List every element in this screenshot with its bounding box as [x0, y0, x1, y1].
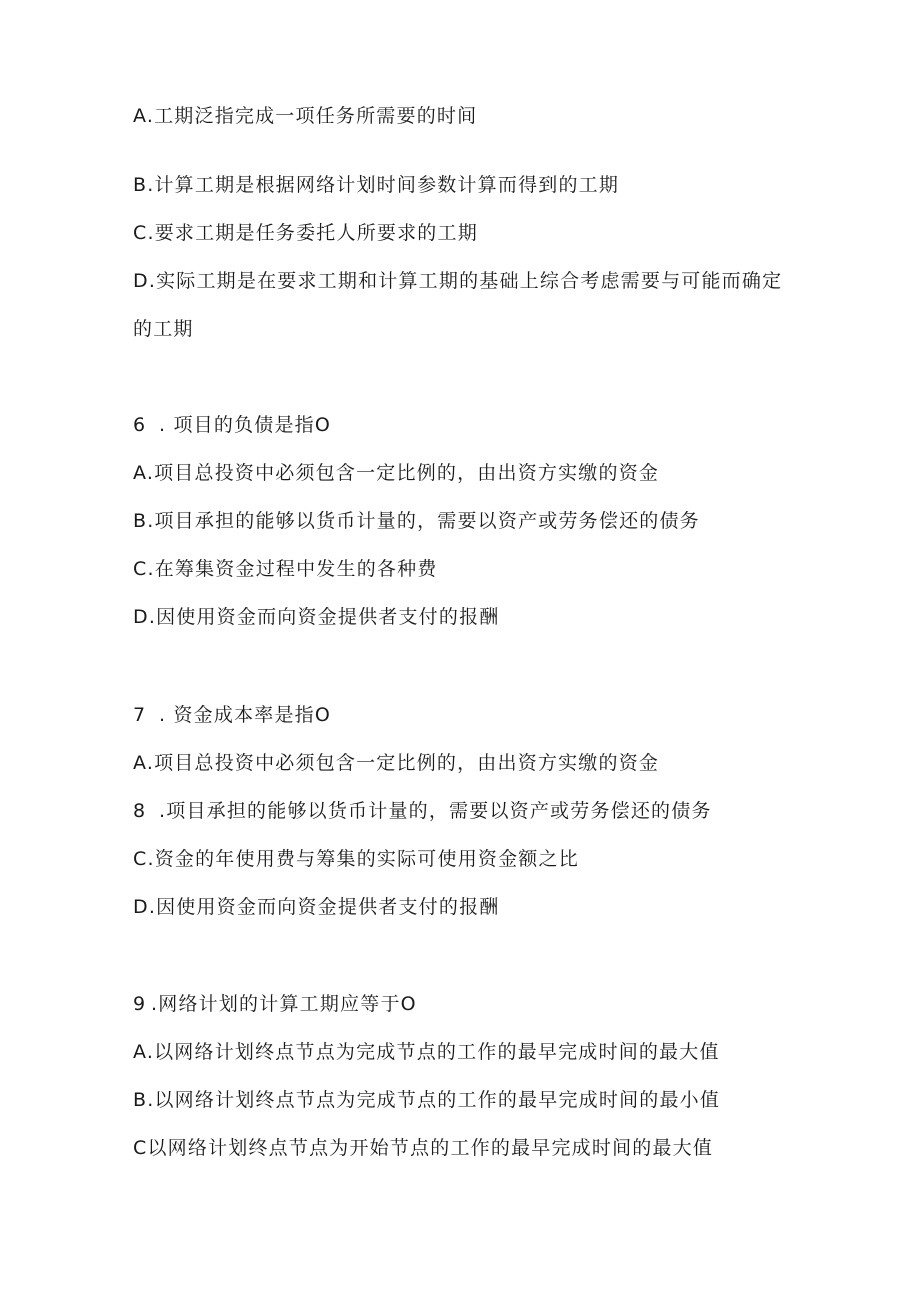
question-text: . 项目的负债是指O	[159, 414, 332, 436]
question-text: .网络计划的计算工期应等于O	[151, 993, 417, 1015]
option-a-text: A.工期泛指完成一项任务所需要的时间	[133, 105, 478, 127]
question-number: 8	[133, 800, 147, 822]
option-a-text: A.以网络计划终点节点为完成节点的工作的最早完成时间的最大值	[133, 1041, 720, 1063]
question-8	[133, 799, 712, 823]
option-d-text: D.实际工期是在要求工期和计算工期的基础上综合考虑需要与可能而确定	[133, 270, 783, 292]
option-b-text: B.计算工期是根据网络计划时间参数计算而得到的工期	[133, 174, 620, 196]
option-d-text: D.因使用资金而向资金提供者支付的报酬	[133, 606, 500, 628]
option-c-text: C.在筹集资金过程中发生的各种费	[133, 558, 438, 580]
question-number: 9	[133, 993, 147, 1015]
question-7	[133, 703, 331, 727]
question-number: 6	[133, 414, 147, 436]
option-b-text: B.项目承担的能够以货币计量的，需要以资产或劳务偿还的债务	[133, 510, 700, 532]
option-d-continuation: 的工期	[133, 318, 194, 340]
option-a-text: A.项目总投资中必须包含一定比例的，由出资方实缴的资金	[133, 462, 660, 484]
question-text: . 资金成本率是指O	[159, 704, 332, 726]
option-b-text: B.以网络计划终点节点为完成节点的工作的最早完成时间的最小值	[133, 1089, 721, 1111]
option-c-text: C以网络计划终点节点为开始节点的工作的最早完成时间的最大值	[133, 1137, 714, 1159]
option-a-text: A.项目总投资中必须包含一定比例的，由出资方实缴的资金	[133, 752, 660, 774]
option-c-text: C.要求工期是任务委托人所要求的工期	[133, 222, 478, 244]
question-9	[133, 992, 417, 1016]
option-d-text: D.因使用资金而向资金提供者支付的报酬	[133, 896, 500, 918]
option-c-text: C.资金的年使用费与筹集的实际可使用资金额之比	[133, 848, 579, 870]
question-text: .项目承担的能够以货币计量的，需要以资产或劳务偿还的债务	[159, 800, 712, 822]
question-6	[133, 413, 331, 437]
question-number: 7	[133, 704, 147, 726]
